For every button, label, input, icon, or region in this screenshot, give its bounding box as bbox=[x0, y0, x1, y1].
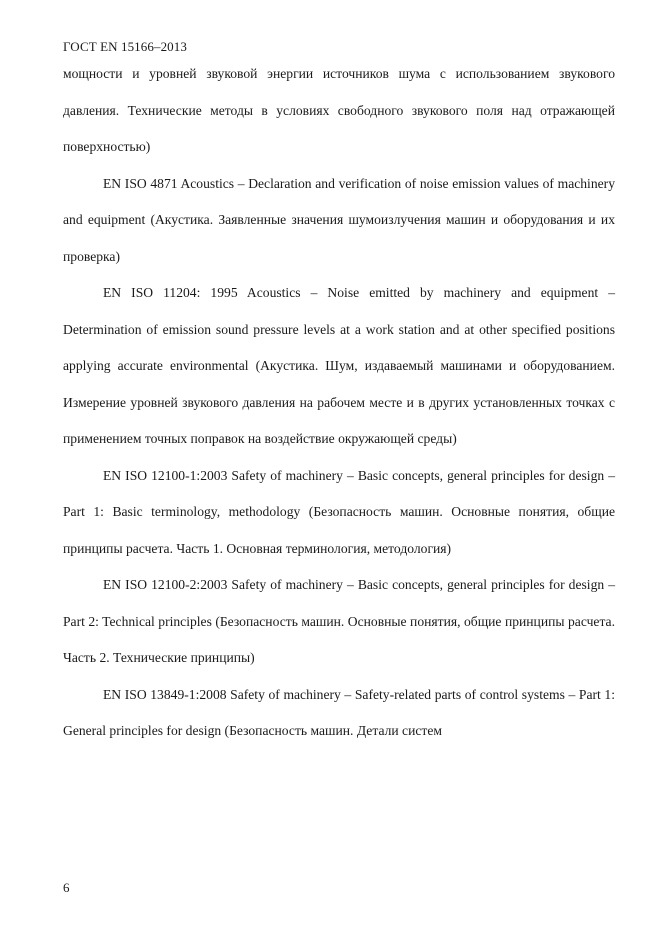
paragraph-en-iso-12100-1: EN ISO 12100-1:2003 Safety of machinery – Basic concepts, general principles for design – Part 1: Basic terminology, methodology (Безопасность машин. Основные понятия, общие принципы расчета. Часть 1. Основная терминология, методология) bbox=[63, 467, 615, 556]
paragraph-en-iso-12100-2: EN ISO 12100-2:2003 Safety of machinery – Basic concepts, general principles for design – Part 2: Technical principles (Безопасность машин. Основные понятия, общие принципы расчета. Часть 2. Технические принципы) bbox=[63, 577, 615, 665]
paragraph-en-iso-4871: EN ISO 4871 Acoustics – Declaration and verification of noise emission values of machinery and equipment (Акустика. Заявленные значения шумоизлучения машин и оборудования и их проверка) bbox=[63, 175, 615, 264]
paragraph-en-iso-11204: EN ISO 11204: 1995 Acoustics – Noise emitted by machinery and equipment – Determination of emission sound pressure levels at a work station and at other specified positions applying accurate environmental (Акустика. Шум, издаваемый машинами и оборудованием. Измерение уровней звукового давления на рабочем месте и в других установленных точках с применением точных поправок на воздействие окружающей среды) bbox=[63, 285, 615, 446]
paragraph-en-iso-13849-1: EN ISO 13849-1:2008 Safety of machinery – Safety-related parts of control systems – Part 1: General principles for design (Безопасность машин. Детали систем bbox=[63, 686, 615, 738]
document-header: ГОСТ EN 15166–2013 bbox=[63, 39, 187, 54]
page-number: 6 bbox=[63, 880, 70, 895]
paragraph-continuation: мощности и уровней звуковой энергии источников шума с использованием звукового давления. Технические методы в условиях свободного звукового поля над отражающей поверхностью) bbox=[63, 66, 615, 154]
body-text bbox=[63, 56, 615, 750]
